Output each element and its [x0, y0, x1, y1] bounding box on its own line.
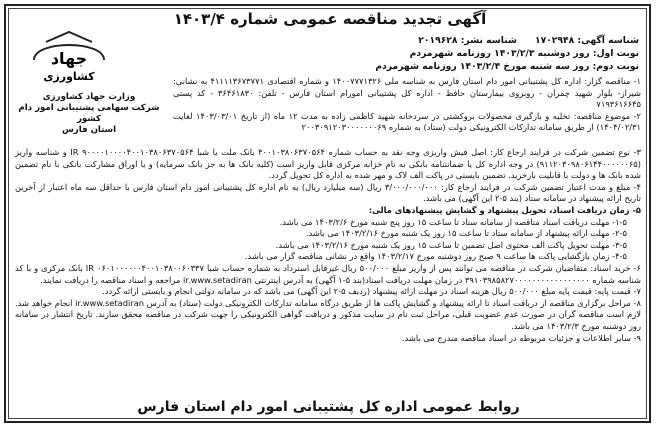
ad-title: آگهی تجدید مناقصه عمومی شماره ۱۴۰۳/۴: [173, 10, 487, 28]
paragraph-5: ۵- زمان دریافت اسناد، تحویل پیشنهاد و گشایش پیشنهادهای مالی:: [368, 204, 641, 215]
org-ministry: وزارت جهاد کشاورزی: [42, 92, 136, 102]
paragraph-7: ۷- قیمت پایه: قیمت پایه مبلغ ۵۰۰/۰۰۰ ریال هزینه اسناد در مهلت ارائه پیشنهاد (ردیف ۵-۲ این آگهی) می باشد که در سامانه دولتی انجام و بایستی ارائه گردد.: [102, 286, 641, 297]
ad-body-main: [15, 147, 641, 344]
paragraph-3: ۳- نوع تضمین شرکت در فرایند ارجاع کار: اصل فیش واریزی وجه نقد به حساب شماره ۴۰۰۱۰۳۸۰۶۳۷۰۵۶۴ بانک ملت یا شبا IR ۹۰۰۰۰۱۰۰۰۰۴۰۰۱۰۳۸۰۶۳۷۰۵۶۴ و شناسه واریز (۹۱۱۲۰۳۰۹۸۰۶۱۴۴۰۰۰۰۰۰۶۵) در وجه اداره کل یا ضمانتنامه بانکی به نام خزانه مرکزی قابل واریز است (کلیه بانک ها به جز بانک سرمایه) و یا اوراق مشارکت بانکی با نام تضمین شده بانک ها و دولت با قابلیت بازخرید. تضمین بایستی در پاکت الف لاک و مهر شده به اداره کل تحویل گردد.: [15, 147, 641, 181]
sub-item-5-1: ۱-۵- مهلت دریافت اسناد مناقصه از سامانه ستاد تا ساعت ۱۵ روز پنج شنبه مورخ ۱۴۰۳/۲/۶ می باشد.: [279, 216, 627, 227]
ad-meta: [279, 34, 639, 73]
sub-item-5-4: ۴-۵- زمان بازگشایی پاکت ها ساعت ۹ صبح روز دوشنبه مورخ ۱۴۰۳/۲/۱۷ واقع در نشانی مناقصه گزار می باشد.: [244, 251, 627, 262]
paragraph-6: ۶- خرید اسناد: متقاضیان شرکت در مناقصه می توانند پس از واریز مبلغ ۵۰۰/۰۰۰ ریال غیرقابل استرداد به شماره حساب شبا IR ۰۶۰۱۰۰۰۰۰۰۴۰۰۱۰۳۸۰۰۶۰۳۳۷ بانک مرکزی و با کد شناسه شماره ۳۹۱۰۳۹۸۵۸۲۷۰۰۰۰۰۰۰۰۰۰۰۰۰۰۰۰۰ در زمان مهلت دریافت اسناد(بند ۵-۱ آگهی) به آدرس اینترنتی ir.www.setadiran مراجعه و اسناد مناقصه را دریافت نمایند.: [15, 262, 641, 285]
ad-body-top: [173, 76, 641, 134]
org-company: شرکت سهامی پشتیبانی امور دام کشور: [18, 103, 160, 124]
sub-item-5-3: ۳-۵- مهلت تحویل پاکت الف محتوی اصل تضمین تا ساعت ۱۵ روز یک شنبه مورخ ۱۴۰۳/۲/۱۶ می باشد.: [275, 239, 627, 250]
org-block: [14, 92, 164, 136]
paragraph-9: ۹- سایر اطلاعات و جزئیات مربوطه در اسناد مناقصه مندرج می باشد.: [401, 332, 641, 343]
paragraph-2: ۲- موضوع مناقصه: تخلیه و بارگیری محصولات بروکشتی در سردخانه شهید کاظمی زاده به مدت ۱۲ ماه (از تاریخ ۱۴۰۳/۰۳/۰۱ لغایت ۱۴۰۴/۰۲/۳۱) از طریق سامانه تدارکات الکترونیکی دولت (ستاد) به شماره ۲۰۰۳۰۹۱۲۰۳۰۰۰۰۰۰۰۶۹: [173, 110, 641, 133]
paragraph-4: ۴- مبلغ و مدت اعتبار تضمین شرکت در فرایند ارجاع کار: ۳/۰۰۰/۰۰۰/۰۰۰ ریال (سه میلیارد ریال) به نام اداره کل پشتیبانی امور دام استان فارس با حداقل سه ماه اعتبار از آخرین تاریخ ارائه پیشنهاد در سامانه ستاد (بند ۵-۲ این آگهی) می باشد.: [15, 181, 641, 204]
sub-item-5-2: ۲-۵- مهلت ارائه پیشنهاد از سامانه ستاد تا ساعت ۱۵ روز یک شنبه مورخ ۱۴۰۳/۲/۱۶ می باشد.: [305, 228, 627, 239]
ad-id: شناسه آگهی: ۱۷۰۲۹۴۸: [534, 35, 639, 46]
ad-footer: روابط عمومی اداره کل پشتیبانی امور دام استان فارس: [137, 399, 520, 415]
paragraph-1: ۱- مناقصه گزار: اداره کل پشتیبانی امور دام استان فارس به شناسه ملی ۱۴۰۰۷۷۷۱۳۲۶ و شماره اقتصادی ۴۱۱۱۱۳۶۷۳۷۷۱ به نشانی: شیراز- بلوار شهید چمران - روبروی بیمارستان حافظ - اداره کل پشتیبانی امورام استان فارس - تلفن: ۳۶۴۶۱۸۳۰ - کد پستی ۷۱۹۳۶۱۶۶۴۵: [173, 76, 642, 110]
org-province: استان فارس: [61, 125, 117, 135]
logo-text-bottom: کشاورزی: [43, 70, 95, 83]
second-turn: نوبت دوم: روز سه شنبه مورخ ۱۴۰۳/۲/۴ روزنامه شهرمردم: [375, 61, 639, 72]
logo-text-top: جهاد: [50, 49, 88, 68]
edition-id: شناسه نشر: ۲۰۱۹۶۲۸: [418, 35, 517, 46]
jahad-logo: [24, 28, 114, 90]
paragraph-8: ۸- مراحل برگزاری مناقصه از دریافت اسناد تا ارائه پیشنهاد و گشایش پاکت ها از طریق درگاه سامانه تدارکات الکترونیکی دولت (ستاد) به آدرس ir.www.setadiran انجام خواهد شد. لازم است مناقصه گران در صورت عدم عضویت قبلی، مراحل ثبت نام در سایت مذکور و دریافت گواهی الکترونیکی را جهت شرکت در مناقصه محقق سازند. تاریخ انتشار در سامانه روز دوشنبه مورخ ۱۴۰۳/۲/۳ می باشد.: [15, 297, 641, 331]
first-turn: نوبت اول: روز دوشنبه ۱۴۰۳/۲/۳ روزنامه شهرمردم: [409, 48, 639, 59]
